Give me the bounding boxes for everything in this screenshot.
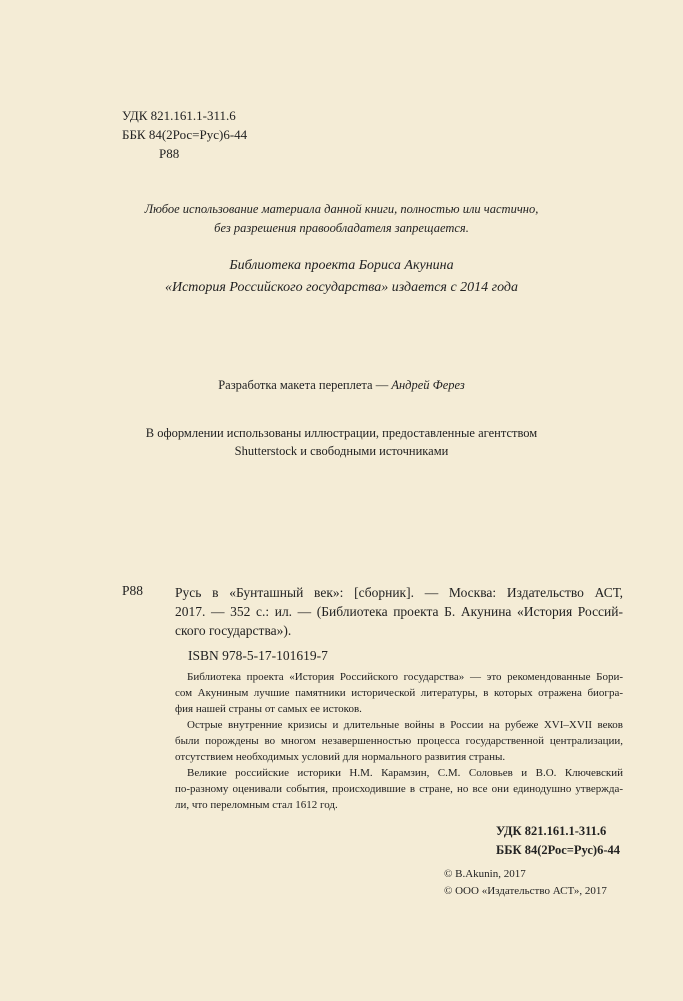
- annotation-line: фия нашей страны от самых ее истоков.: [175, 703, 362, 715]
- copyright-notice-line: без разрешения правообладателя запрещается.: [214, 221, 469, 235]
- annotation-line: Великие российские историки Н.М. Карамзин, С.М. Соловьев и В.О. Ключевский: [187, 767, 623, 779]
- biblio-line: ского государства»).: [175, 623, 292, 638]
- illustrations-line: Shutterstock и свободными источниками: [234, 444, 449, 458]
- illustrations-line: В оформлении использованы иллюстрации, предоставленные агентством: [145, 426, 538, 440]
- udk-code-bottom: УДК 821.161.1-311.6: [496, 824, 607, 838]
- bibliographic-record: [175, 583, 623, 640]
- cover-designer-name: Андрей Ферез: [391, 378, 465, 392]
- annotation-line: ли, что переломным стал 1612 год.: [175, 799, 338, 811]
- udk-code: УДК 821.161.1-311.6: [122, 108, 236, 123]
- copyright-line: © B.Akunin, 2017: [444, 868, 526, 880]
- series-line: Библиотека проекта Бориса Акунина: [229, 258, 454, 273]
- bbk-code-bottom: ББК 84(2Рос=Рус)6-44: [496, 843, 620, 857]
- annotation-line: были порождены во многом незавершенностью процесса государственной централизации,: [175, 735, 623, 747]
- copyrights: [444, 866, 607, 900]
- illustrations-note: [0, 424, 683, 460]
- isbn: ISBN 978-5-17-101619-7: [188, 648, 328, 663]
- series-info: [0, 255, 683, 299]
- biblio-line: Русь в «Бунташный век»: [сборник]. — Москва: Издательство АСТ,: [175, 585, 623, 600]
- annotation-line: по-разному оценивали события, происходившие в стране, но все они единодушно утвержда-: [175, 783, 623, 795]
- classification-codes-bottom: [496, 822, 620, 860]
- author-mark: Р88: [159, 146, 180, 161]
- copyright-notice: [0, 200, 683, 238]
- copyright-notice-line: Любое использование материала данной книги, полностью или частично,: [144, 202, 539, 216]
- cover-design-credit: [0, 376, 683, 394]
- annotation-line: Библиотека проекта «История Российского государства» — это рекомендованные Бори-: [187, 671, 623, 683]
- annotation: [175, 669, 623, 813]
- copyright-line: © ООО «Издательство АСТ», 2017: [444, 885, 607, 897]
- series-line: «История Российского государства» издается с 2014 года: [164, 280, 519, 295]
- classification-codes-top: [122, 106, 247, 163]
- biblio-line: 2017. — 352 с.: ил. — (Библиотека проекта Б. Акунина «История Россий-: [175, 604, 623, 619]
- biblio-author-mark: Р88: [122, 583, 144, 598]
- annotation-line: отсутствием необходимых условий для нормального развития страны.: [175, 751, 506, 763]
- bbk-code: ББК 84(2Рос=Рус)6-44: [122, 127, 248, 142]
- cover-design-label: Разработка макета переплета —: [218, 378, 392, 392]
- annotation-line: сом Акуниным лучшие памятники исторической литературы, в которых отражена биогра-: [175, 687, 623, 699]
- annotation-line: Острые внутренние кризисы и длительные войны в России на рубеже XVI–XVII веков: [187, 719, 623, 731]
